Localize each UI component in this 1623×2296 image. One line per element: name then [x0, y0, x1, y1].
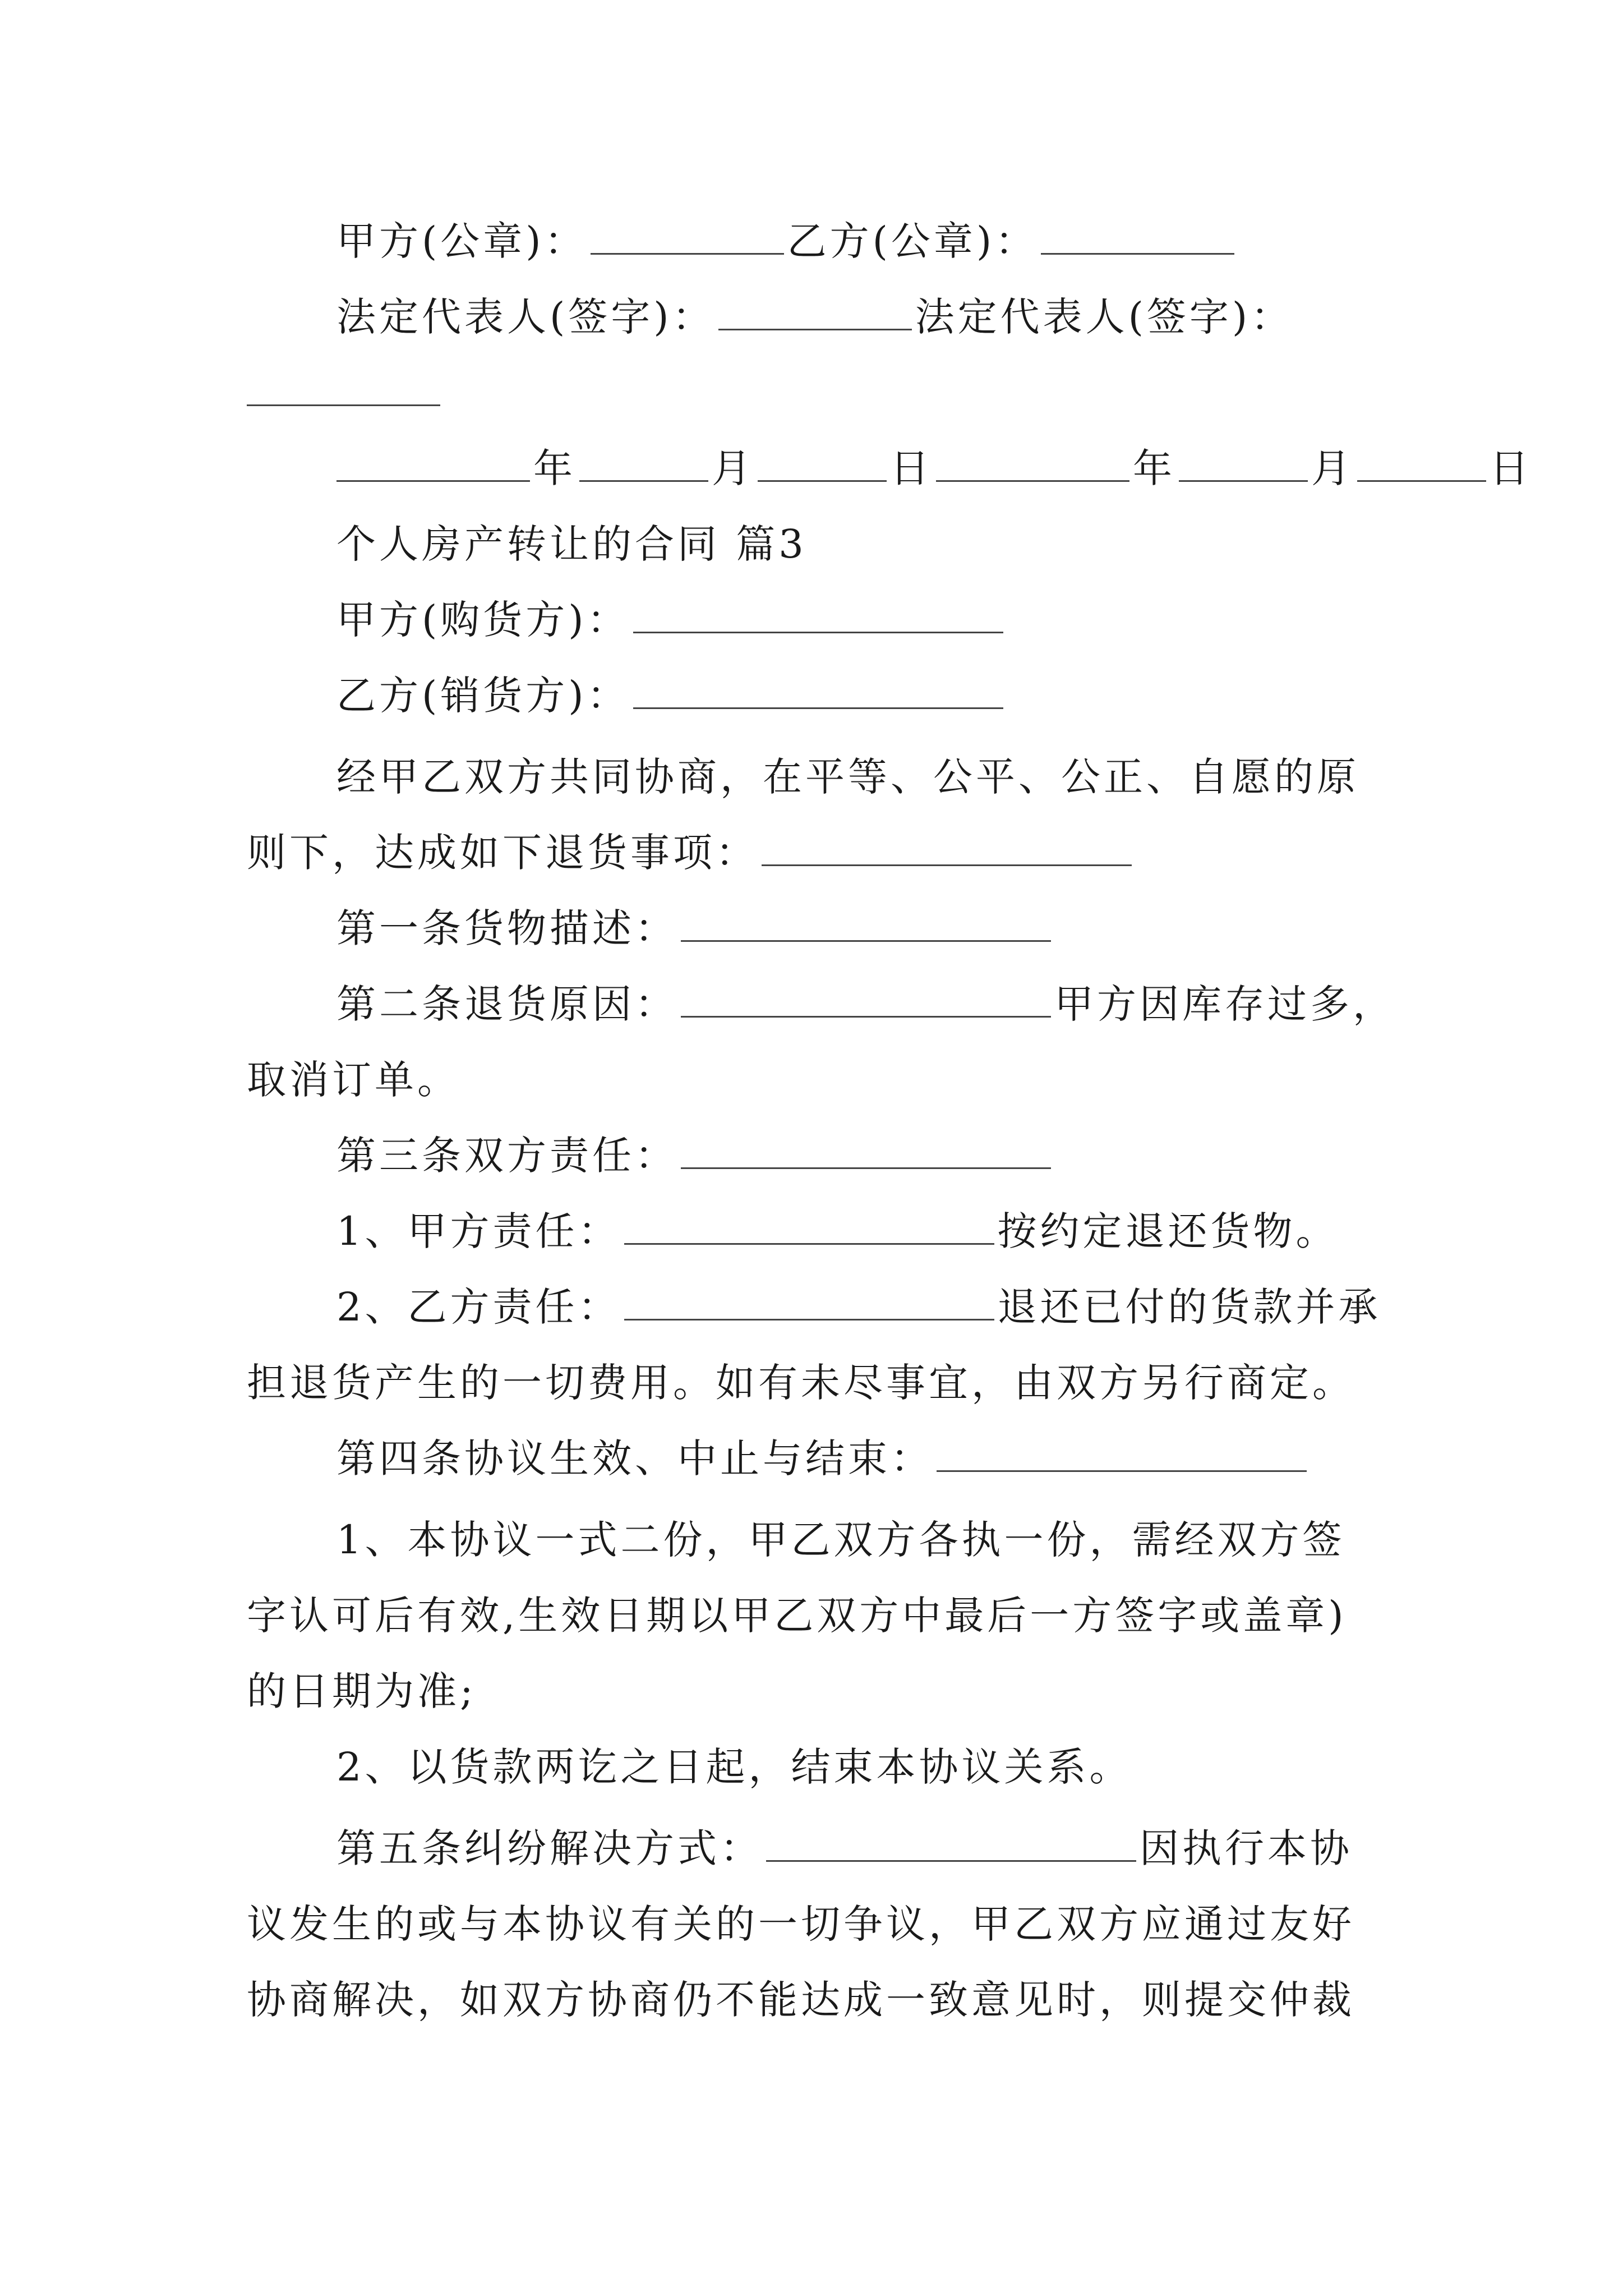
month-b-blank [1179, 448, 1308, 482]
buyer-line [336, 595, 1486, 645]
article-1-line [336, 903, 1486, 954]
article-4-item-1-line2: 字认可后有效,生效日期以甲乙双方中最后一方签字或盖章) [247, 1593, 1347, 1639]
article-3-label: 第三条双方责任： [336, 1133, 677, 1179]
rep-b-label: 法定代表人(签字)： [915, 294, 1294, 340]
article-2-line [336, 979, 1486, 1029]
article-5-blank [766, 1828, 1136, 1862]
party-a-duty-text: 按约定退还货物。 [997, 1208, 1339, 1254]
intro-blank [762, 832, 1132, 866]
day-b-label: 日 [1490, 445, 1532, 491]
intro-paragraph-line2 [247, 827, 1396, 878]
article-4-line [336, 1433, 1486, 1484]
article-2-text: 甲方因库存过多， [1054, 981, 1395, 1027]
rep-a-label: 法定代表人(签字)： [336, 294, 715, 340]
party-b-duty-text: 退还已付的货款并承 [997, 1284, 1381, 1330]
party-b-duty-label: 2、乙方责任： [336, 1284, 621, 1330]
year-b-blank [936, 448, 1129, 482]
party-a-duty-blank [624, 1211, 994, 1245]
day-a-label: 日 [890, 445, 933, 491]
article-3-item-2-continuation: 担退货产生的一切费用。如有未尽事宜，由双方另行商定。 [247, 1360, 1355, 1406]
representative-signature-line [336, 292, 1486, 342]
article-5-text: 因执行本协 [1140, 1825, 1353, 1871]
article-5-line3: 协商解决，如双方协商仍不能达成一致意见时，则提交仲裁 [247, 1977, 1355, 2023]
article-3-blank [681, 1135, 1051, 1169]
party-a-duty-label: 1、甲方责任： [336, 1208, 621, 1254]
intro-text: 则下，达成如下退货事项： [247, 830, 758, 876]
rep-b-blank-line [247, 367, 1396, 418]
date-line [336, 443, 1532, 494]
article-4-item-1-line3: 的日期为准; [247, 1668, 477, 1714]
section-title: 个人房产转让的合同 篇3 [336, 521, 807, 567]
article-4-item-2: 2、以货款两讫之日起，结束本协议关系。 [336, 1744, 1132, 1790]
rep-b-blank [247, 372, 440, 406]
article-1-label: 第一条货物描述： [336, 905, 677, 951]
article-1-blank [681, 908, 1051, 942]
seller-blank [633, 675, 1003, 709]
party-b-seal-label: 乙方(公章)： [787, 218, 1038, 264]
article-4-blank [937, 1438, 1307, 1472]
seal-signature-line [336, 216, 1486, 266]
day-a-blank [758, 448, 887, 482]
month-b-label: 月 [1311, 445, 1354, 491]
article-2-label: 第二条退货原因： [336, 981, 677, 1027]
article-2-blank [681, 983, 1051, 1018]
year-a-blank [336, 448, 530, 482]
month-a-label: 月 [712, 445, 754, 491]
year-a-label: 年 [533, 445, 576, 491]
day-b-blank [1357, 448, 1486, 482]
article-4-label: 第四条协议生效、中止与结束： [336, 1435, 933, 1481]
party-b-seal-blank [1041, 220, 1234, 255]
article-3-item-1 [336, 1206, 1486, 1257]
buyer-blank [633, 599, 1003, 633]
article-3-item-2 [336, 1282, 1486, 1332]
month-a-blank [579, 448, 708, 482]
party-b-duty-blank [624, 1286, 994, 1320]
article-2-continuation: 取消订单。 [247, 1057, 460, 1103]
party-a-seal-label: 甲方(公章)： [336, 218, 587, 264]
seller-label: 乙方(销货方)： [336, 673, 630, 719]
article-5-label: 第五条纠纷解决方式： [336, 1825, 763, 1871]
article-5-line [336, 1823, 1486, 1874]
party-a-seal-blank [591, 220, 784, 255]
buyer-label: 甲方(购货方)： [336, 597, 630, 643]
year-b-label: 年 [1133, 445, 1175, 491]
article-5-line2: 议发生的或与本协议有关的一切争议，甲乙双方应通过友好 [247, 1901, 1355, 1947]
rep-a-blank [718, 296, 912, 330]
intro-paragraph-line1: 经甲乙双方共同协商，在平等、公平、公正、自愿的原 [336, 754, 1359, 800]
seller-line [336, 670, 1486, 721]
article-3-line [336, 1130, 1486, 1181]
article-4-item-1-line1: 1、本协议一式二份，甲乙双方各执一份，需经双方签 [336, 1517, 1345, 1563]
